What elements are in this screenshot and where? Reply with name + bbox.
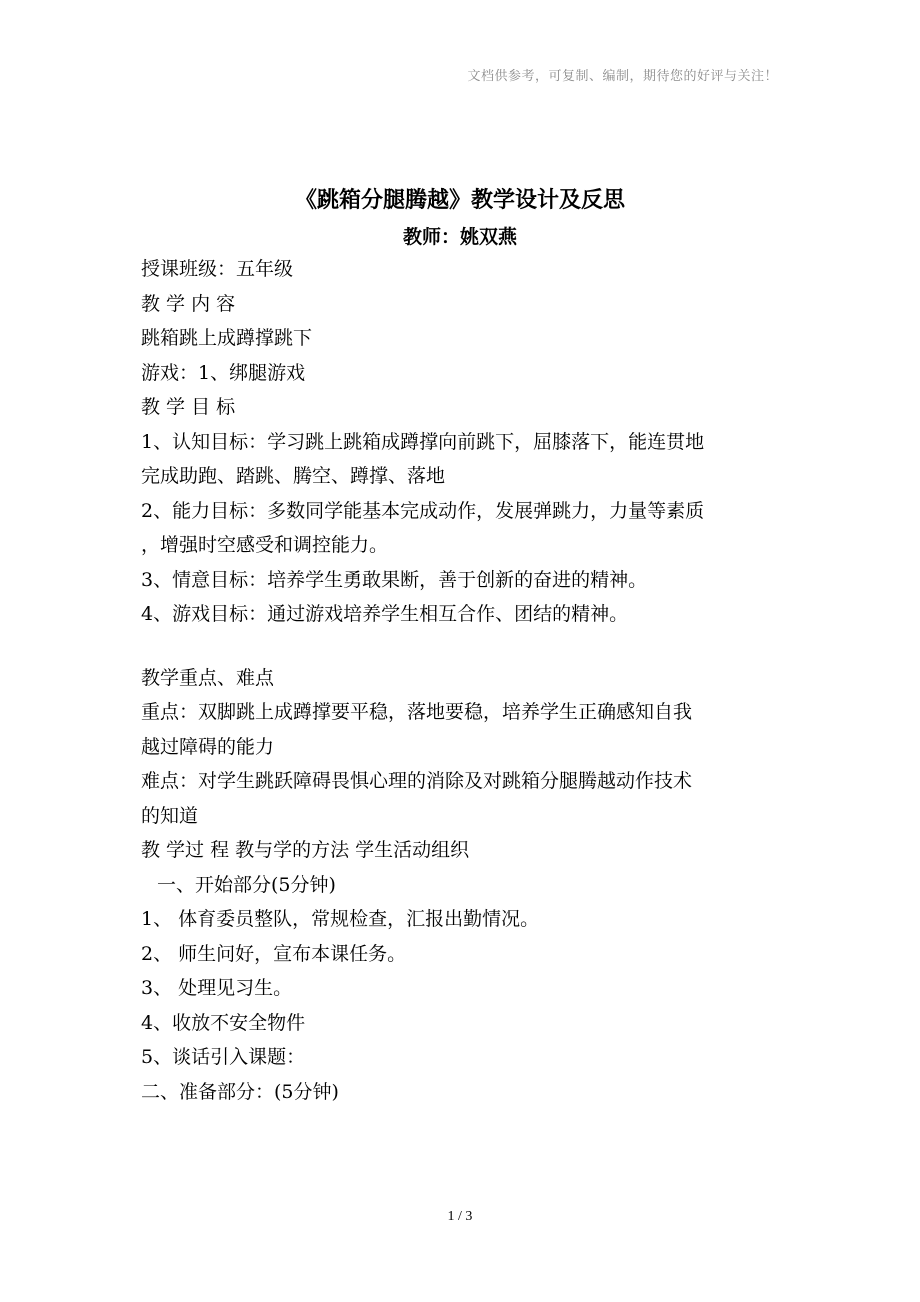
- document-body: [141, 252, 781, 1109]
- objective-cognitive: 1、认知目标：学习跳上跳箱成蹲撑向前跳下，屈膝落下，能连贯地: [141, 430, 705, 453]
- part-one-item: 2、 师生问好，宣布本课任务。: [141, 942, 407, 965]
- objective-affective: 3、情意目标：培养学生勇敢果断，善于创新的奋进的精神。: [141, 568, 648, 591]
- part-one-item: 1、 体育委员整队，常规检查，汇报出勤情况。: [141, 908, 540, 930]
- author-line: 教师：姚双燕: [402, 226, 517, 248]
- part-one-item: 4、收放不安全物件: [141, 1011, 306, 1034]
- objective-cognitive-cont: 完成助跑、踏跳、腾空、蹲撑、落地: [141, 465, 446, 487]
- part-one-item: 5、谈话引入课题：: [141, 1046, 306, 1068]
- difficulty: 难点：对学生跳跃障碍畏惧心理的消除及对跳箱分腿腾越动作技术: [141, 770, 693, 792]
- key-point: 重点：双脚跳上成蹲撑要平稳，落地要稳，培养学生正确感知自我: [141, 701, 693, 723]
- section-heading-content: 教 学 内 容: [141, 292, 236, 315]
- header-note: 文档供参考，可复制、编制，期待您的好评与关注！: [467, 69, 778, 84]
- difficulty-cont: 的知道: [141, 804, 199, 827]
- section-heading-key-points: 教学重点、难点: [141, 666, 275, 689]
- objective-game: 4、游戏目标：通过游戏培养学生相互合作、团结的精神。: [141, 603, 629, 625]
- page-number: 1 / 3: [447, 1209, 473, 1224]
- objective-ability: 2、能力目标：多数同学能基本完成动作，发展弹跳力，力量等素质: [141, 499, 705, 522]
- blank-line: [141, 632, 781, 661]
- key-point-cont: 越过障碍的能力: [141, 735, 275, 758]
- process-header: 教 学过 程 教与学的方法 学生活动组织: [141, 839, 470, 861]
- section-heading-objectives: 教 学 目 标: [141, 396, 236, 418]
- content-item: 跳箱跳上成蹲撑跳下: [141, 327, 313, 349]
- document-title: 《跳箱分腿腾越》教学设计及反思: [294, 188, 625, 213]
- part-one-item: 3、 处理见习生。: [141, 977, 293, 999]
- part-one-heading: 一、开始部分(5分钟): [157, 873, 336, 896]
- class-grade-line: 授课班级：五年级: [141, 258, 294, 280]
- part-two-heading: 二、准备部分：(5分钟): [141, 1080, 339, 1103]
- objective-ability-cont: ，增强时空感受和调控能力。: [141, 534, 389, 556]
- game-item: 游戏：1、绑腿游戏: [141, 361, 306, 384]
